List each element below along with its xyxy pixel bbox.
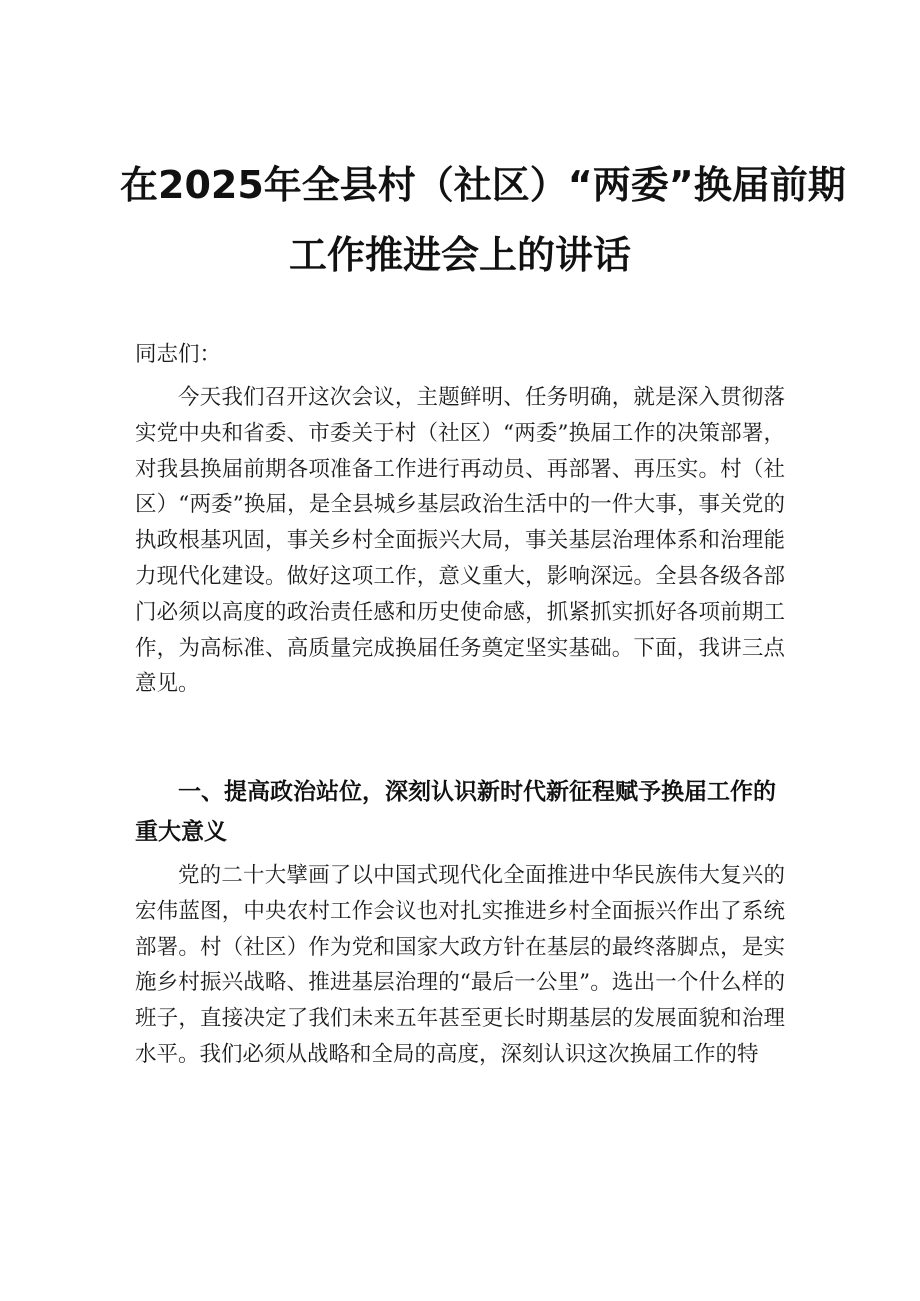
section-heading-1: 一、提高政治站位，深刻认识新时代新征程赋予换届工作的重大意义 <box>135 779 776 845</box>
paragraph-opening: 今天我们召开这次会议，主题鲜明、任务明确，就是深入贯彻落实党中央和省委、市委关于村（社区）“两委”换届工作的决策部署，对我县换届前期各项准备工作进行再动员、再部署、再压实。村（社区）“两委”换届，是全县城乡基层政治生活中的一件大事，事关党的执政根基巩固，事关乡村全面振兴大局，事关基层治理体系和治理能力现代化建设。做好这项工作，意义重大，影响深远。全县各级各部门必须以高度的政治责任感和历史使命感，抓紧抓实抓好各项前期工作，为高标准、高质量完成换届任务奠定坚实基础。下面，我讲三点意见。 <box>135 385 785 697</box>
document-title-line-1: 在2025年全县村（社区）“两委”换届前期 <box>120 163 846 207</box>
paragraph-section-1: 党的二十大擘画了以中国式现代化全面推进中华民族伟大复兴的宏伟蓝图，中央农村工作会议也对扎实推进乡村全面振兴作出了系统部署。村（社区）作为党和国家大政方针在基层的最终落脚点，是实施乡村振兴战略、推进基层治理的“最后一公里”。选出一个什么样的班子，直接决定了我们未来五年甚至更长时期基层的发展面貌和治理水平。我们必须从战略和全局的高度，深刻认识这次换届工作的特 <box>135 863 785 1067</box>
document-title-line-2: 工作推进会上的讲话 <box>288 233 631 277</box>
salutation: 同志们： <box>135 342 222 367</box>
